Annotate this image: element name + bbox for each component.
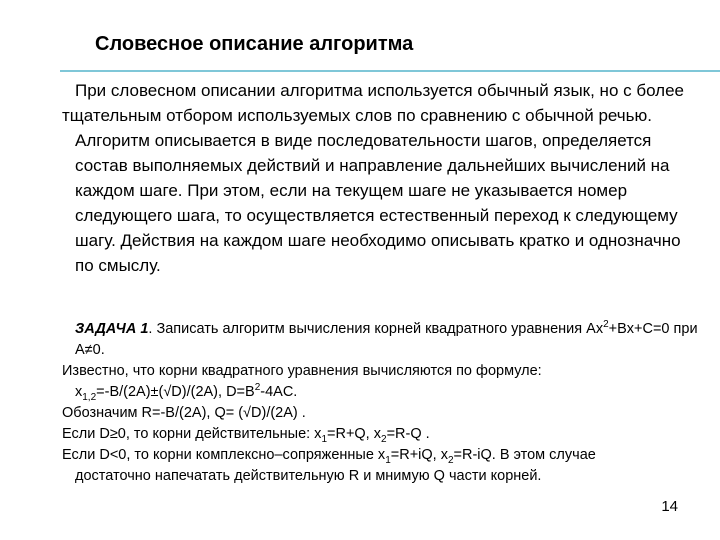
case1-sub2: 2 (381, 433, 387, 445)
case2-c: =R-iQ. В этом случае достаточно напечатать действительную R и мнимую Q части корней. (75, 447, 596, 484)
paragraph-intro: При словесном описании алгоритма используется обычный язык, но с более тщательным отбором используемых слов по сравнению с обычной речью. (62, 81, 684, 125)
task-text-b: +Bx+C=0 при A≠0. (75, 321, 698, 358)
paragraph-algorithm: Алгоритм описывается в виде последовательности шагов, определяется состав выполняемых действий и направление дальнейших вычислений на каждом шаге. При этом, если на текущем шаге не указывается номер следующего шага, то осуществляется естественный переход к следующему шагу. Действия на каждом шаге необходимо описывать кратко и однозначно по смыслу. (75, 131, 681, 275)
formula-sup: 2 (254, 382, 261, 394)
task-sup: 2 (603, 319, 609, 331)
case2-b: =R+iQ, x (390, 447, 448, 463)
formula-x: x (75, 384, 83, 400)
case2-sub1: 1 (385, 454, 391, 466)
formula-rest-b: -4AC. (260, 384, 298, 400)
case1-sub1: 1 (321, 433, 327, 445)
known-line: Известно, что корни квадратного уравнения вычисляются по формуле: (62, 363, 542, 379)
case1-a: Если D≥0, то корни действительные: x (62, 426, 322, 442)
task-label: ЗАДАЧА 1 (75, 321, 149, 337)
case1-c: =R-Q . (386, 426, 430, 442)
formula-sub: 1,2 (82, 391, 97, 403)
case-real (62, 424, 702, 445)
task-text-a: . Записать алгоритм вычисления корней квадратного уравнения Ax (148, 321, 604, 337)
slide-title: Словесное описание алгоритма (95, 33, 414, 55)
case2-sub2: 2 (447, 454, 454, 466)
formula-line (62, 382, 702, 403)
denote-line: Обозначим R=-B/(2A), Q= (√D)/(2A) . (62, 405, 306, 421)
page-number: 14 (661, 498, 678, 515)
title-divider (60, 70, 720, 72)
case1-b: =R+Q, x (327, 426, 381, 442)
task-section (62, 319, 702, 487)
case2-a: Если D<0, то корни комплексно–сопряженные x (62, 447, 386, 463)
slide-body (62, 78, 702, 278)
formula-rest-a: =-B/(2A)±(√D)/(2A), D=B (96, 384, 255, 400)
case-complex (62, 445, 702, 487)
task-statement (62, 319, 702, 361)
